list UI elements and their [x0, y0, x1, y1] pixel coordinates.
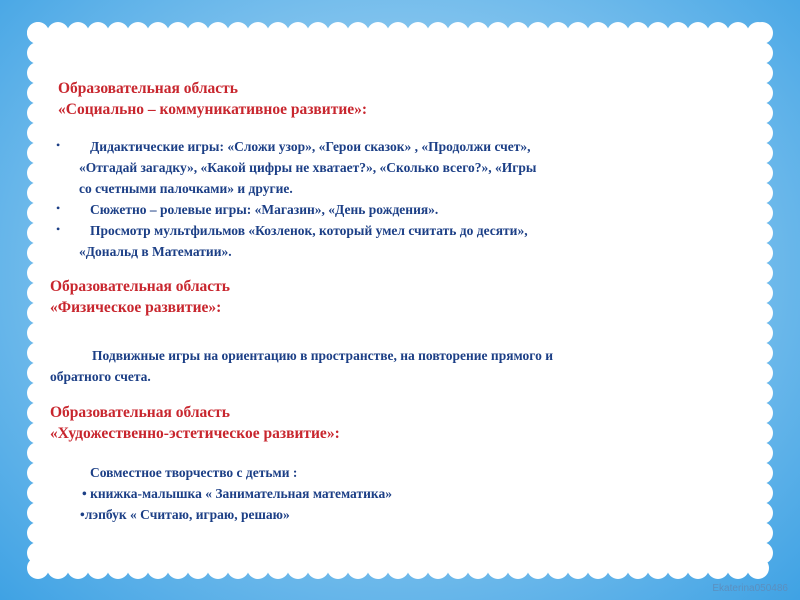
social-item-3-line1: Просмотр мультфильмов «Козленок, который умел считать до десяти»,	[90, 223, 528, 238]
section-artistic-heading	[50, 402, 340, 444]
physical-text	[50, 345, 553, 387]
social-item-1-line3: со счетными палочками» и другие.	[79, 181, 293, 196]
artistic-text-line2: • книжка-малышка « Занимательная математика»	[82, 486, 392, 501]
section-physical-heading-line2: «Физическое развитие»:	[50, 299, 222, 316]
section-artistic-heading-line2: «Художественно-эстетическое развитие»:	[50, 425, 340, 442]
social-item-1	[79, 136, 536, 199]
artistic-text	[80, 462, 392, 525]
section-social-heading-line2: «Социально – коммуникативное развитие»:	[58, 101, 368, 118]
social-item-2-line1: Сюжетно – ролевые игры: «Магазин», «День рождения».	[90, 202, 439, 217]
social-item-1-line1: Дидактические игры: «Сложи узор», «Герои сказок» , «Продолжи счет»,	[90, 139, 531, 154]
physical-text-line1: Подвижные игры на ориентацию в пространстве, на повторение прямого и	[92, 348, 553, 363]
physical-text-line2: обратного счета.	[50, 369, 151, 384]
social-item-3	[79, 220, 528, 262]
watermark: Ekaterina050486	[712, 583, 788, 594]
social-item-1-line2: «Отгадай загадку», «Какой цифры не хватает?», «Сколько всего?», «Игры	[79, 160, 537, 175]
artistic-text-line3: •лэпбук « Считаю, играю, решаю»	[80, 507, 290, 522]
section-physical-heading	[50, 276, 230, 318]
bullet-1: •	[56, 138, 61, 152]
social-item-3-line2: «Дональд в Математии».	[79, 244, 232, 259]
section-artistic-heading-line1: Образовательная область	[50, 404, 230, 421]
section-social-heading-line1: Образовательная область	[58, 80, 238, 97]
section-social-heading	[58, 78, 367, 120]
bullet-3: •	[56, 222, 61, 236]
bullet-2: •	[56, 201, 61, 215]
artistic-text-line1: Совместное творчество с детьми :	[90, 465, 298, 480]
social-item-2	[90, 199, 438, 220]
section-physical-heading-line1: Образовательная область	[50, 278, 230, 295]
